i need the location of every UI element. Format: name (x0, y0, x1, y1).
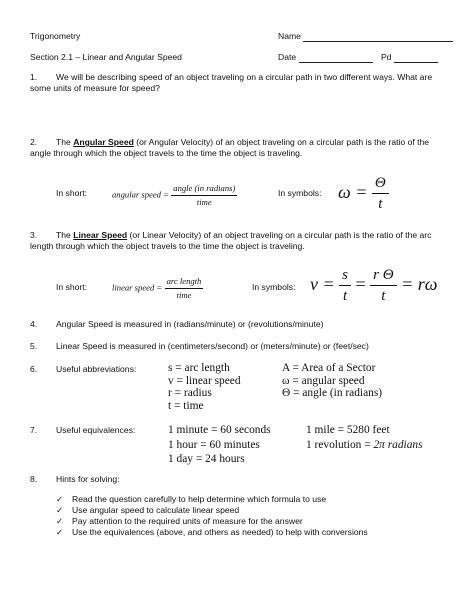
equiv-day: 1 day = 24 hours (168, 453, 245, 465)
equals-sign: = (355, 273, 366, 294)
angular-speed-formula (112, 183, 237, 207)
angular-speed-symbol-formula (338, 174, 389, 214)
check-icon: ✓ (56, 527, 64, 537)
item-8-number: 8. (30, 474, 38, 484)
abbr-linear-speed: v = linear speed (168, 374, 241, 387)
hint-item: Use the equivalences (above, and others as needed) to help with conversions (72, 527, 368, 537)
date-label: Date (278, 52, 297, 62)
check-icon: ✓ (56, 516, 64, 526)
omega-denominator: t (378, 195, 383, 212)
name-blank (303, 32, 453, 42)
pd-blank (394, 53, 438, 63)
linear-speed-fraction (165, 276, 204, 300)
angular-speed-numerator: angle (in radians) (171, 183, 237, 196)
equiv-revolution-label: 1 revolution = (306, 438, 374, 451)
item-6-label: Useful abbreviations: (56, 364, 137, 374)
name-label: Name (278, 31, 301, 41)
section-title: Section 2.1 – Linear and Angular Speed (30, 52, 182, 62)
course-title: Trigonometry (30, 31, 81, 41)
angular-speed-lhs: angular speed = (112, 189, 169, 200)
linear-speed-denominator: time (176, 289, 192, 300)
equiv-radians: 2π radians (373, 438, 423, 451)
equivalences-left (168, 423, 271, 467)
item-5-number: 5. (30, 341, 38, 351)
abbr-area-sector: A = Area of a Sector (282, 362, 376, 374)
r-theta-over-t-fraction (370, 266, 396, 306)
equiv-hour: 1 hour = 60 minutes (168, 438, 260, 451)
t-denominator-2: t (381, 287, 386, 304)
r-theta-numerator: r Θ (370, 266, 396, 286)
item-6-number: 6. (30, 364, 38, 374)
v-lhs: v = (310, 273, 335, 294)
linear-speed-lhs: linear speed = (112, 282, 163, 293)
s-over-t-fraction (339, 266, 351, 306)
r-omega-tail: = rω (401, 273, 438, 294)
hint-item: Use angular speed to calculate linear speed (72, 505, 240, 515)
item-5-text: Linear Speed is measured in (centimeters/second) or (meters/minute) or (feet/sec) (56, 341, 369, 351)
name-field (278, 31, 453, 42)
s-numerator: s (339, 266, 351, 286)
item-8-label: Hints for solving: (56, 474, 120, 484)
item-3-in-short-label: In short: (56, 282, 88, 292)
hint-item: Pay attention to the required units of measure for the answer (72, 516, 303, 526)
item-4-text: Angular Speed is measured in (radians/minute) or (revolutions/minute) (56, 319, 324, 329)
item-2-definition: (or Angular Velocity) of an object traveling on a circular path is the ratio of the angle through which the object travels to the time the object is traveling. (30, 137, 430, 158)
abbr-radius: r = radius (168, 387, 212, 400)
omega-lhs: ω = (338, 181, 368, 202)
equiv-minute: 1 minute = 60 seconds (168, 424, 271, 436)
item-7-number: 7. (30, 425, 38, 435)
item-2-in-short-label: In short: (56, 188, 88, 198)
t-denominator: t (342, 287, 348, 304)
equiv-revolution (306, 438, 423, 453)
linear-speed-formula (112, 276, 203, 300)
abbreviations-right (282, 362, 382, 400)
abbr-arc-length: s = arc length (168, 362, 230, 374)
check-icon: ✓ (56, 494, 64, 504)
omega-numerator: Θ (372, 174, 389, 194)
item-3-number: 3. (30, 230, 38, 240)
item-7-label: Useful equivalences: (56, 425, 136, 435)
abbr-angle: Θ = angle (in radians) (282, 387, 383, 400)
abbr-time: t = time (168, 399, 204, 412)
item-1-text: We will be describing speed of an object traveling on a circular path in two different ways. What are some units of measure for speed? (30, 72, 433, 93)
item-3-the: The (56, 230, 74, 240)
date-field (278, 52, 438, 63)
abbreviations-left (168, 362, 241, 412)
equivalences-right (306, 423, 423, 452)
date-blank (299, 53, 373, 63)
item-3-definition: (or Linear Velocity) of an object traveling on a circular path is the ratio of the arc length through which the object travels to the time the object is traveling. (30, 230, 432, 251)
linear-speed-term: Linear Speed (73, 230, 128, 240)
item-2-text (30, 137, 446, 158)
angular-speed-term: Angular Speed (73, 137, 134, 147)
pd-label: Pd (380, 52, 392, 62)
linear-speed-numerator: arc length (165, 276, 204, 289)
item-3-text (30, 230, 446, 251)
check-icon: ✓ (56, 505, 64, 515)
abbr-angular-speed: ω = angular speed (282, 374, 365, 387)
hint-item: Read the question carefully to help determine which formula to use (72, 494, 327, 504)
omega-fraction (372, 174, 389, 214)
linear-speed-symbol-formula (310, 266, 437, 306)
item-1-number: 1. (30, 72, 38, 82)
item-3-in-symbols-label: In symbols: (252, 282, 296, 292)
equiv-mile: 1 mile = 5280 feet (306, 424, 390, 436)
item-2-number: 2. (30, 137, 38, 147)
item-2-in-symbols-label: In symbols: (278, 188, 322, 198)
item-4-number: 4. (30, 319, 38, 329)
angular-speed-fraction (171, 183, 237, 207)
item-2-the: The (56, 137, 74, 147)
angular-speed-denominator: time (196, 196, 212, 207)
